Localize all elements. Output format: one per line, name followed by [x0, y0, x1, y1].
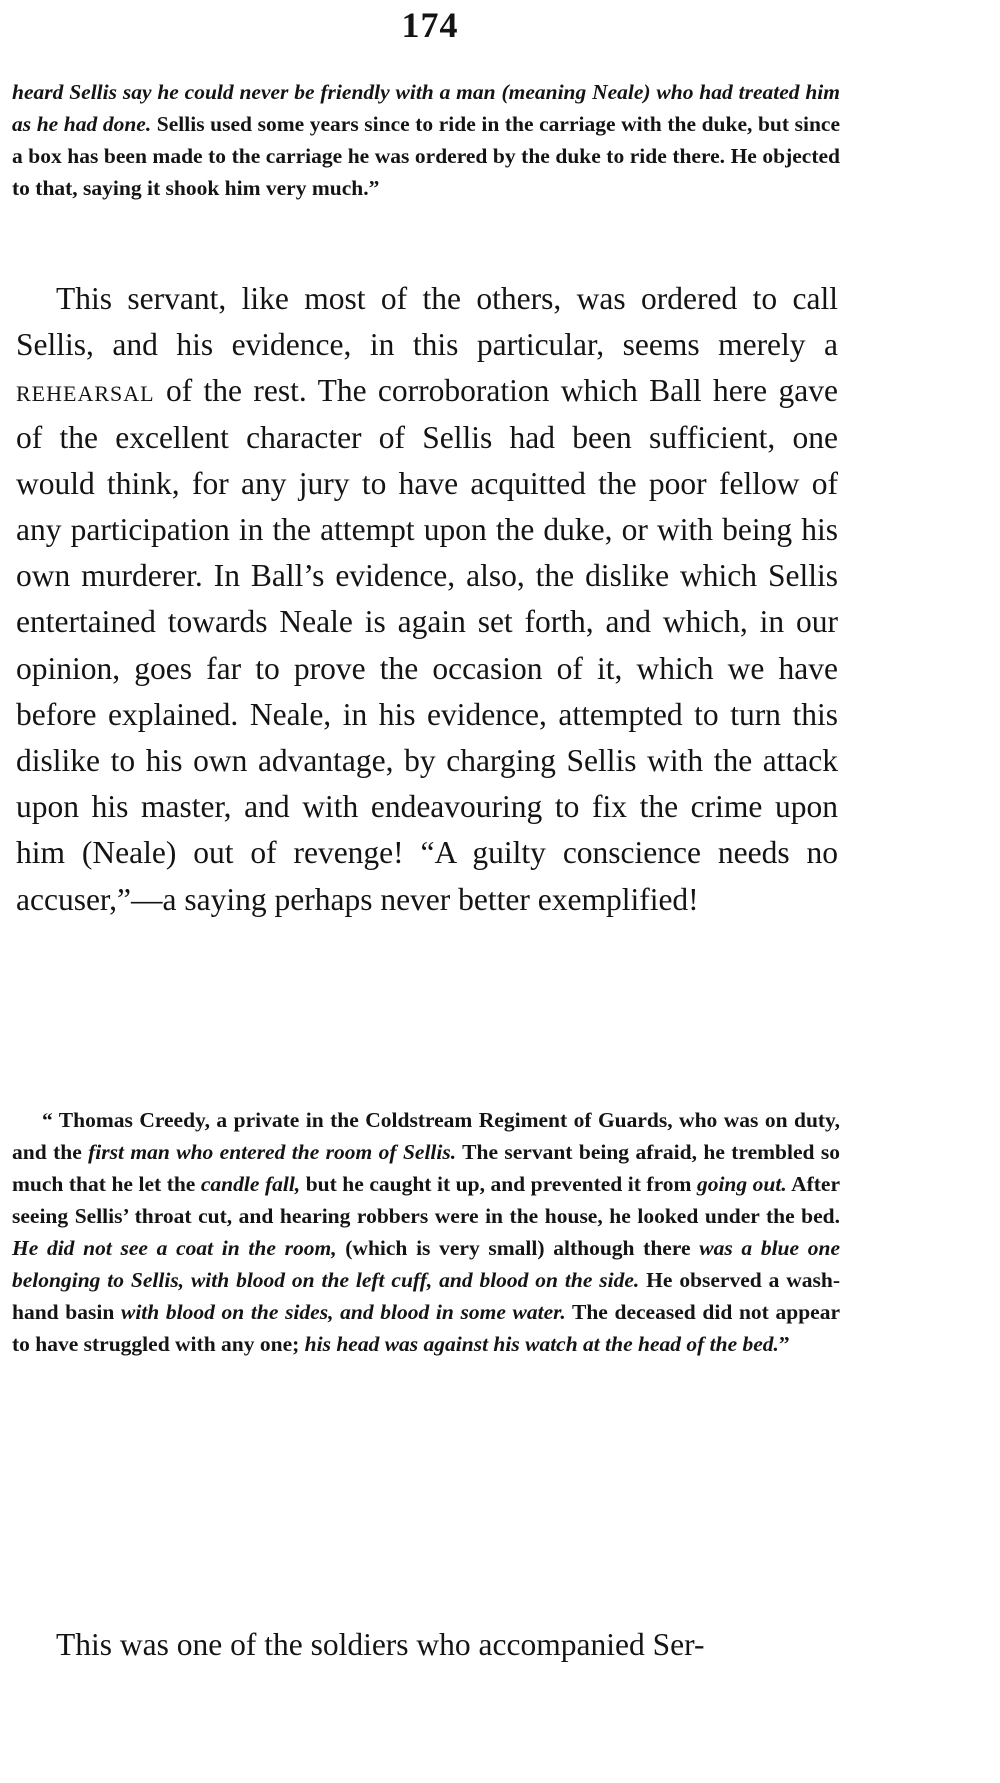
quote-italic-text: was a blue one belonging to Sellis, with blood on the left cuff, and blood on the side.	[12, 1236, 840, 1292]
quote-block-ball-evidence	[12, 76, 840, 204]
page-number: 174	[401, 5, 459, 45]
quote-text: The deceased did not appear to have struggled with any one;	[12, 1300, 840, 1356]
small-caps-word: rehearsal	[16, 373, 155, 409]
quote-italic-text: his head was against his watch at the head of the bed.	[304, 1332, 779, 1356]
quote-italic-text: heard Sellis say he could never be friendly with a man (meaning Neale) who had treated him as he had done.	[12, 80, 840, 136]
quote-italic-text: He did not see a coat in the room,	[12, 1236, 337, 1260]
quote-text: (which is very small) although there	[336, 1236, 700, 1260]
quote-text: ”	[778, 1332, 790, 1356]
quote-italic-text: first man who entered the room of Sellis.	[88, 1140, 457, 1164]
quote-text: He observed a wash-hand basin	[12, 1268, 841, 1324]
quote-text: The servant being afraid, he trembled so much that he let the	[12, 1140, 840, 1196]
quote-text: “ Thomas Creedy, a private in the Coldstream Regiment of Guards, who was on duty, and the	[12, 1108, 840, 1164]
paragraph-text: of the rest. The corroboration which Ball here gave of the excellent character of Sellis had been sufficient, one would think, for any jury to have acquitted the poor fellow of any participation in the attempt upon the duke, or with being his own murderer. In Ball’s evidence, also, the dislike which Sellis entertained towards Neale is again set forth, and which, in our opinion, goes far to prove the occasion of it, which we have before explained. Neale, in his evidence, attempted to turn this dislike to his own advantage, by charging Sellis with the attack upon his master, and with endeavouring to fix the crime upon him (Neale) out of revenge! “A guilty conscience needs no accuser,”—a saying perhaps never better exemplified!	[16, 373, 838, 917]
quote-italic-text: candle fall,	[200, 1172, 301, 1196]
quote-block-creedy-evidence	[12, 1104, 840, 1360]
quote-text: After seeing Sellis’ throat cut, and hearing robbers were in the house, he looked under the bed.	[12, 1172, 840, 1228]
body-paragraph-commentary	[16, 276, 838, 923]
quote-italic-text: going out.	[696, 1172, 787, 1196]
quote-text: but he caught it up, and prevented it from	[300, 1172, 697, 1196]
paragraph-text: This servant, like most of the others, was ordered to call Sellis, and his evidence, in this particular, seems merely a	[16, 281, 838, 363]
quote-italic-text: with blood on the sides, and blood in some water.	[120, 1300, 566, 1324]
quote-text: Sellis used some years since to ride in the carriage with the duke, but since a box has been made to the carriage he was ordered by the duke to ride there. He objected to that, saying it shook him very much.”	[12, 112, 840, 200]
body-paragraph-continuation: This was one of the soldiers who accompanied Ser-	[56, 1627, 705, 1662]
